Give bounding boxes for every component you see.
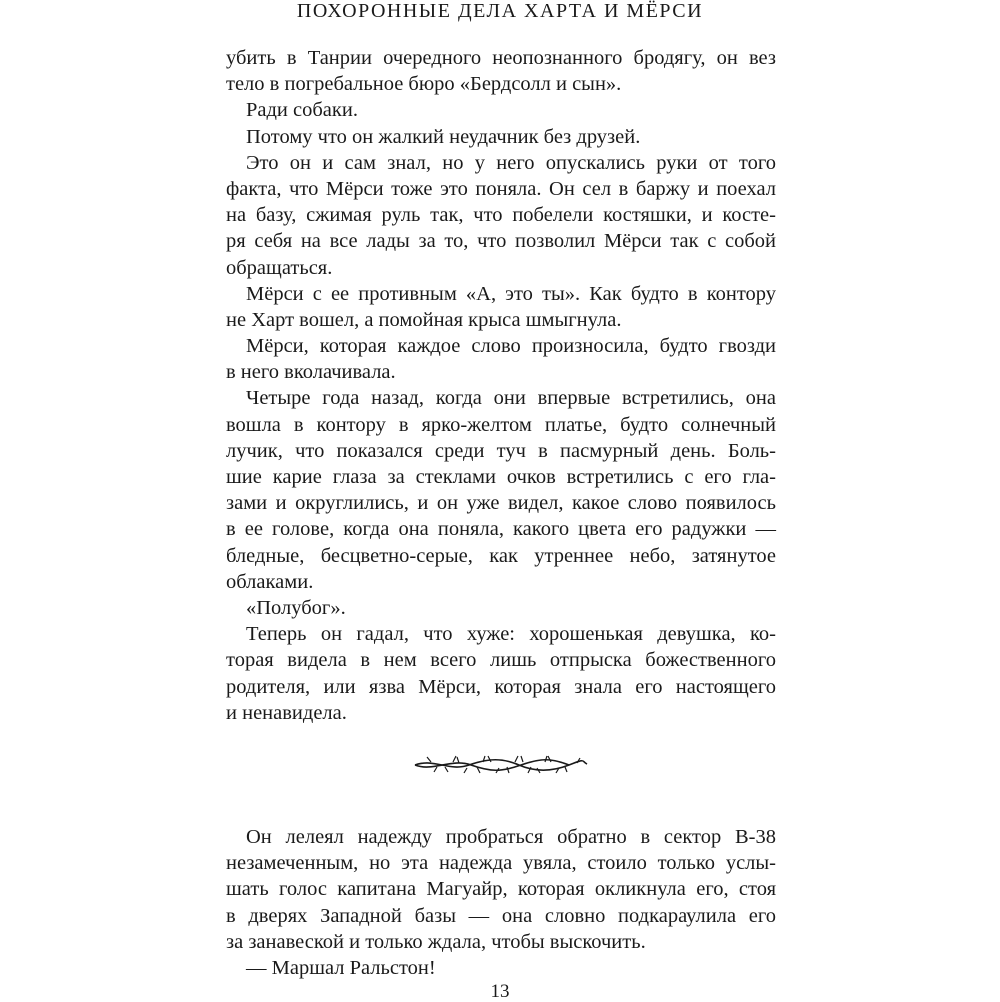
text-block-2 <box>226 824 776 981</box>
text-line: Четыре года назад, когда они впервые встретились, она <box>246 387 776 410</box>
text-line: в дверях Западной базы — она словно подкараулила его <box>226 904 776 927</box>
text-line: в него вколачивала. <box>226 361 396 384</box>
page-number: 13 <box>490 981 510 1002</box>
text-line: бледные, бесцветно-серые, как утреннее небо, затянутое <box>226 544 776 567</box>
text-line: факта, что Мёрси тоже это поняла. Он сел в баржу и поехал <box>226 177 776 200</box>
text-line: Мёрси с ее противным «А, это ты». Как будто в контору <box>246 282 776 305</box>
text-line: Мёрси, которая каждое слово произносила, будто гвозди <box>246 335 776 358</box>
text-line: убить в Танрии очередного неопознанного бродягу, он вез <box>226 47 776 69</box>
text-line: шие карие глаза за стеклами очков встретились с его гла- <box>226 466 776 488</box>
text-line: не Харт вошел, а помойная крыса шмыгнула. <box>226 308 622 331</box>
text-line: Потому что он жалкий неудачник без друзей. <box>246 125 641 148</box>
thorny-vine-ornament-icon <box>411 748 589 782</box>
text-line: ря себя на все лады за то, что позволил Мёрси так с собой <box>226 230 776 253</box>
text-line: на базу, сжимая руль так, что побелели костяшки, и косте- <box>226 204 776 227</box>
text-line: Теперь он гадал, что хуже: хорошенькая девушка, ко- <box>246 623 776 646</box>
text-line: Он лелеял надежду пробраться обратно в сектор В-38 <box>246 826 776 848</box>
text-line: в ее голове, когда она поняла, какого цвета его радужки — <box>226 518 776 541</box>
text-line: — Маршал Ральстон! <box>246 956 436 979</box>
text-line: «Полубог». <box>246 596 346 619</box>
text-line: и ненавидела. <box>226 701 347 724</box>
running-head: ПОХОРОННЫЕ ДЕЛА ХАРТА И МЁРСИ <box>296 0 704 22</box>
text-line: Ради собаки. <box>246 99 358 122</box>
text-line: за занавеской и только ждала, чтобы выскочить. <box>226 930 646 953</box>
text-line: тело в погребальное бюро «Бердсолл и сын». <box>226 73 622 96</box>
text-block-1 <box>226 45 776 726</box>
text-line: зами и округлились, и он уже видел, какое слово появилось <box>226 492 776 515</box>
text-line: шать голос капитана Магуайр, которая окликнула его, стоя <box>226 878 776 901</box>
text-line: облаками. <box>226 570 314 593</box>
text-line: родителя, или язва Мёрси, которая знала его настоящего <box>226 675 776 698</box>
text-line: Это он и сам знал, но у него опускались руки от того <box>246 151 776 174</box>
text-line: лучик, что показался среди туч в пасмурный день. Боль- <box>226 439 776 462</box>
text-line: незамеченным, но эта надежда увяла, стоило только услы- <box>226 852 776 875</box>
text-line: торая видела в нем всего лишь отпрыска божественного <box>226 649 776 672</box>
text-line: обращаться. <box>226 256 333 279</box>
text-line: вошла в контору в ярко-желтом платье, будто солнечный <box>226 413 776 436</box>
